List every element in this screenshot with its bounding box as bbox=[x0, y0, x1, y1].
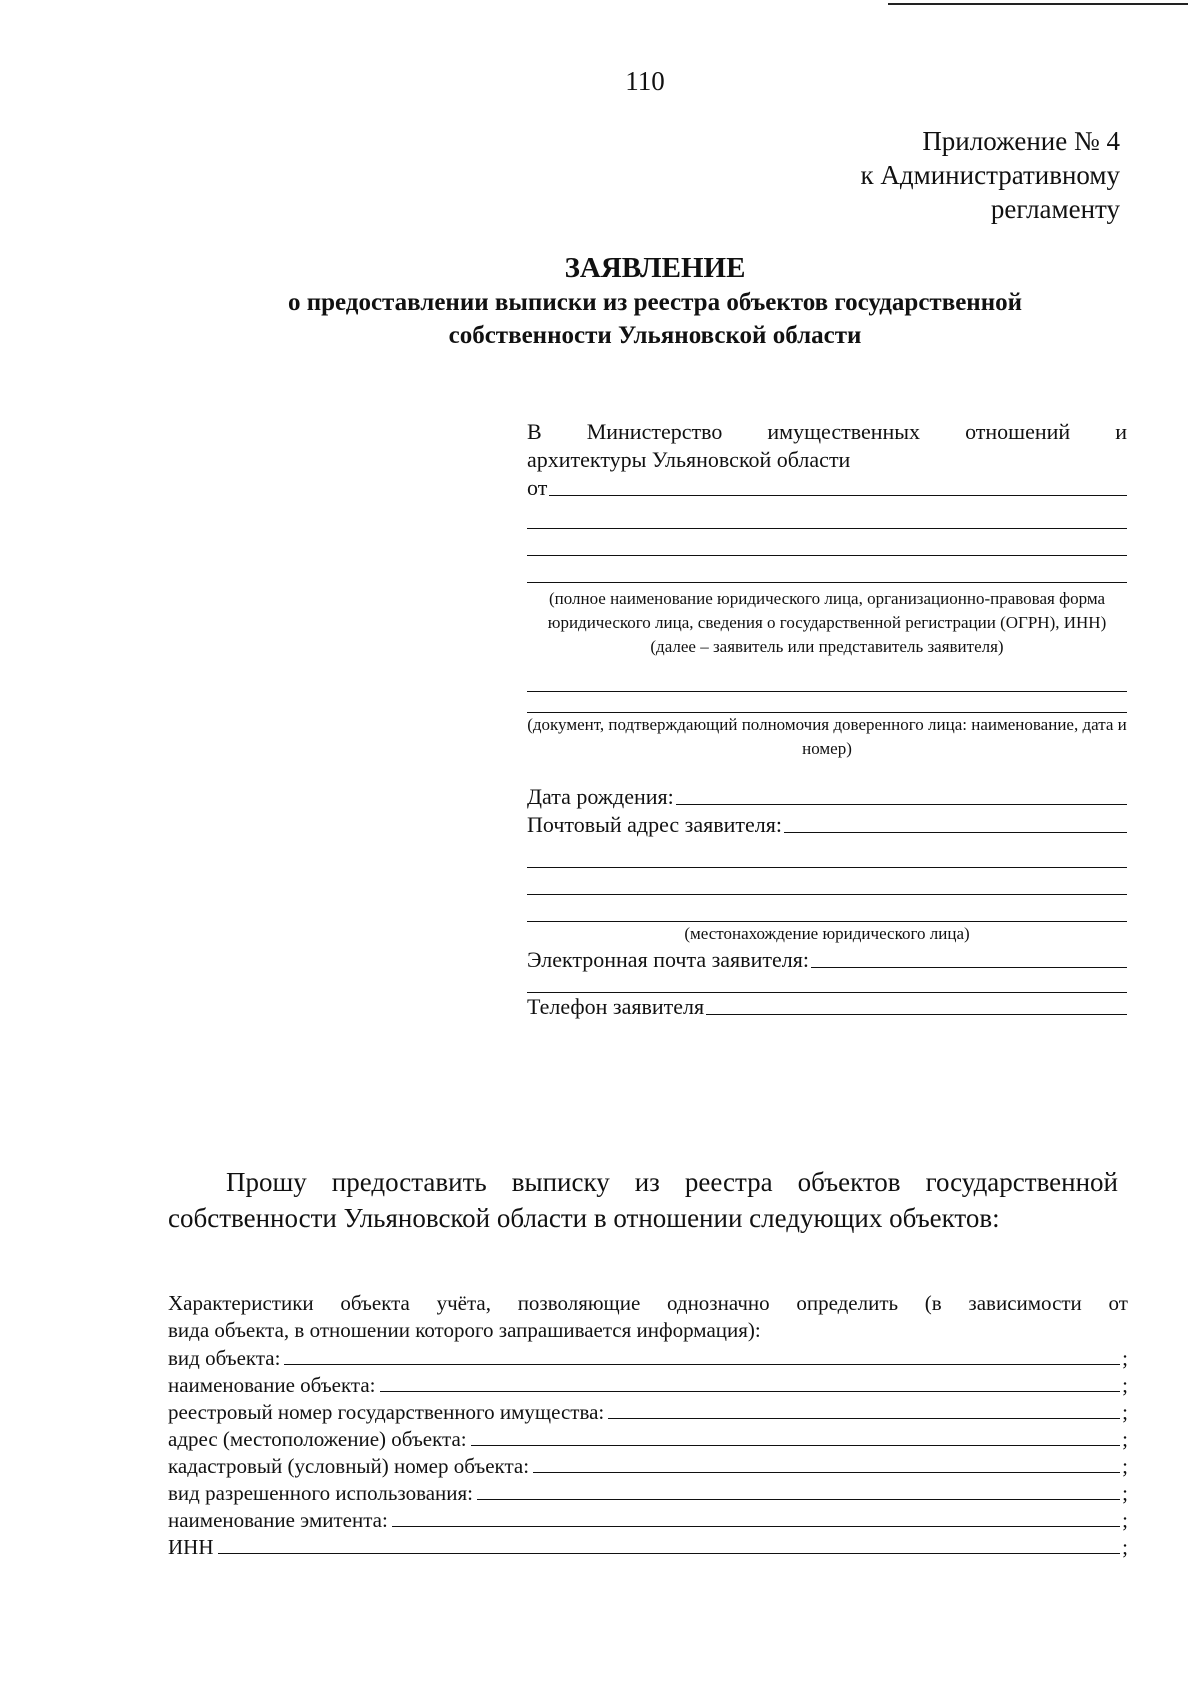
request-word: реестра bbox=[684, 1167, 773, 1197]
semicolon: ; bbox=[1122, 1508, 1128, 1532]
permitted-use-field[interactable] bbox=[168, 1479, 1128, 1506]
birth-date-input-line[interactable] bbox=[676, 804, 1127, 805]
characteristics-intro-line-1 bbox=[168, 1290, 1128, 1317]
addressee-word: В bbox=[527, 419, 542, 444]
document-subtitle-line-2: собственности Ульяновской области bbox=[448, 322, 862, 349]
addressee-line-2: архитектуры Ульяновской области bbox=[527, 447, 851, 472]
from-label: от bbox=[527, 475, 548, 500]
intro-word: Характеристики bbox=[168, 1291, 314, 1315]
authority-document-caption: (документ, подтверждающий полномочия доверенного лица: наименование, дата и номер) bbox=[527, 715, 1127, 758]
email-field[interactable] bbox=[527, 946, 1127, 974]
location-caption: (местонахождение юридического лица) bbox=[684, 924, 970, 943]
registry-number-input-line[interactable] bbox=[608, 1418, 1120, 1419]
object-type-input-line[interactable] bbox=[284, 1364, 1120, 1365]
characteristics-intro-line-2: вида объекта, в отношении которого запрашивается информация): bbox=[168, 1318, 761, 1342]
page-number: 110 bbox=[625, 66, 665, 96]
addressee-word: и bbox=[1115, 419, 1127, 444]
document-subtitle-line-1: о предоставлении выписки из реестра объектов государственной bbox=[287, 289, 1023, 316]
addressee-line-1 bbox=[527, 418, 1127, 446]
permitted-use-label: вид разрешенного использования: bbox=[168, 1481, 474, 1505]
cadastral-number-label: кадастровый (условный) номер объекта: bbox=[168, 1454, 530, 1478]
object-address-field[interactable] bbox=[168, 1425, 1128, 1452]
object-name-label: наименование объекта: bbox=[168, 1373, 376, 1397]
postal-address-field[interactable] bbox=[527, 811, 1127, 839]
request-word: государственной bbox=[925, 1167, 1118, 1197]
issuer-name-input-line[interactable] bbox=[392, 1526, 1120, 1527]
intro-word: позволяющие bbox=[517, 1291, 641, 1315]
authority-document-line-1[interactable] bbox=[527, 659, 1127, 692]
intro-word: от bbox=[1108, 1291, 1128, 1315]
from-input-line[interactable] bbox=[549, 495, 1127, 496]
request-line-1 bbox=[168, 1164, 1118, 1200]
intro-word: однозначно bbox=[666, 1291, 770, 1315]
semicolon: ; bbox=[1122, 1481, 1128, 1505]
registry-number-label: реестровый номер государственного имущества: bbox=[168, 1400, 605, 1424]
object-characteristics bbox=[168, 1290, 1128, 1560]
semicolon: ; bbox=[1122, 1454, 1128, 1478]
semicolon: ; bbox=[1122, 1373, 1128, 1397]
appendix-note bbox=[861, 124, 1120, 226]
intro-word: определить bbox=[796, 1291, 899, 1315]
document-title: ЗАЯВЛЕНИЕ bbox=[564, 252, 746, 284]
request-word: Прошу bbox=[226, 1167, 307, 1197]
addressee-word: имущественных bbox=[767, 419, 921, 444]
birth-date-label: Дата рождения: bbox=[527, 784, 674, 809]
email-label: Электронная почта заявителя: bbox=[527, 947, 809, 972]
birth-date-field[interactable] bbox=[527, 783, 1127, 811]
issuer-name-label: наименование эмитента: bbox=[168, 1508, 388, 1532]
phone-input-line[interactable] bbox=[706, 1014, 1127, 1015]
postal-address-line-4[interactable] bbox=[527, 895, 1127, 922]
postal-address-label: Почтовый адрес заявителя: bbox=[527, 812, 783, 837]
top-border-line bbox=[888, 3, 1188, 5]
addressee-word: Министерство bbox=[586, 419, 723, 444]
document-heading bbox=[180, 250, 1130, 352]
inn-field[interactable] bbox=[168, 1533, 1128, 1560]
object-address-label: адрес (местоположение) объекта: bbox=[168, 1427, 467, 1451]
applicant-name-line-4[interactable] bbox=[527, 556, 1127, 583]
postal-address-line-3[interactable] bbox=[527, 868, 1127, 895]
legal-entity-caption: (полное наименование юридического лица, организационно-правовая форма юридического лица, сведения о государственной регистрации (ОГРН), ИНН) (далее – заявитель или представитель заявителя) bbox=[547, 589, 1107, 656]
applicant-name-line-2[interactable] bbox=[527, 502, 1127, 529]
appendix-line-3: регламенту bbox=[990, 194, 1120, 224]
object-type-field[interactable] bbox=[168, 1344, 1128, 1371]
inn-input-line[interactable] bbox=[218, 1553, 1121, 1554]
semicolon: ; bbox=[1122, 1427, 1128, 1451]
cadastral-number-input-line[interactable] bbox=[533, 1472, 1120, 1473]
request-paragraph bbox=[168, 1164, 1118, 1236]
postal-address-line-2[interactable] bbox=[527, 839, 1127, 868]
semicolon: ; bbox=[1122, 1535, 1128, 1559]
cadastral-number-field[interactable] bbox=[168, 1452, 1128, 1479]
object-name-input-line[interactable] bbox=[380, 1391, 1121, 1392]
applicant-name-line-3[interactable] bbox=[527, 529, 1127, 556]
intro-word: зависимости bbox=[968, 1291, 1082, 1315]
addressee-word: отношений bbox=[965, 419, 1071, 444]
email-line-2[interactable] bbox=[527, 974, 1127, 993]
postal-address-input-line[interactable] bbox=[784, 832, 1127, 833]
appendix-line-2: к Административному bbox=[860, 160, 1120, 190]
request-word: из bbox=[634, 1167, 660, 1197]
registry-number-field[interactable] bbox=[168, 1398, 1128, 1425]
inn-label: ИНН bbox=[168, 1535, 214, 1559]
phone-label: Телефон заявителя bbox=[527, 994, 705, 1019]
permitted-use-input-line[interactable] bbox=[477, 1499, 1120, 1500]
intro-word: (в bbox=[924, 1291, 942, 1315]
object-name-field[interactable] bbox=[168, 1371, 1128, 1398]
issuer-name-field[interactable] bbox=[168, 1506, 1128, 1533]
intro-word: объекта bbox=[340, 1291, 410, 1315]
authority-document-line-2[interactable] bbox=[527, 692, 1127, 713]
appendix-line-1: Приложение № 4 bbox=[922, 126, 1120, 156]
semicolon: ; bbox=[1122, 1346, 1128, 1370]
phone-field[interactable] bbox=[527, 993, 1127, 1021]
addressee-block bbox=[527, 418, 1127, 1021]
intro-word: учёта, bbox=[436, 1291, 491, 1315]
object-type-label: вид объекта: bbox=[168, 1346, 281, 1370]
from-field[interactable] bbox=[527, 474, 1127, 502]
request-word: выписку bbox=[511, 1167, 610, 1197]
request-line-2: собственности Ульяновской области в отношении следующих объектов: bbox=[168, 1203, 1000, 1233]
email-input-line[interactable] bbox=[811, 967, 1127, 968]
object-address-input-line[interactable] bbox=[471, 1445, 1121, 1446]
request-word: предоставить bbox=[331, 1167, 487, 1197]
request-word: объектов bbox=[797, 1167, 901, 1197]
semicolon: ; bbox=[1122, 1400, 1128, 1424]
